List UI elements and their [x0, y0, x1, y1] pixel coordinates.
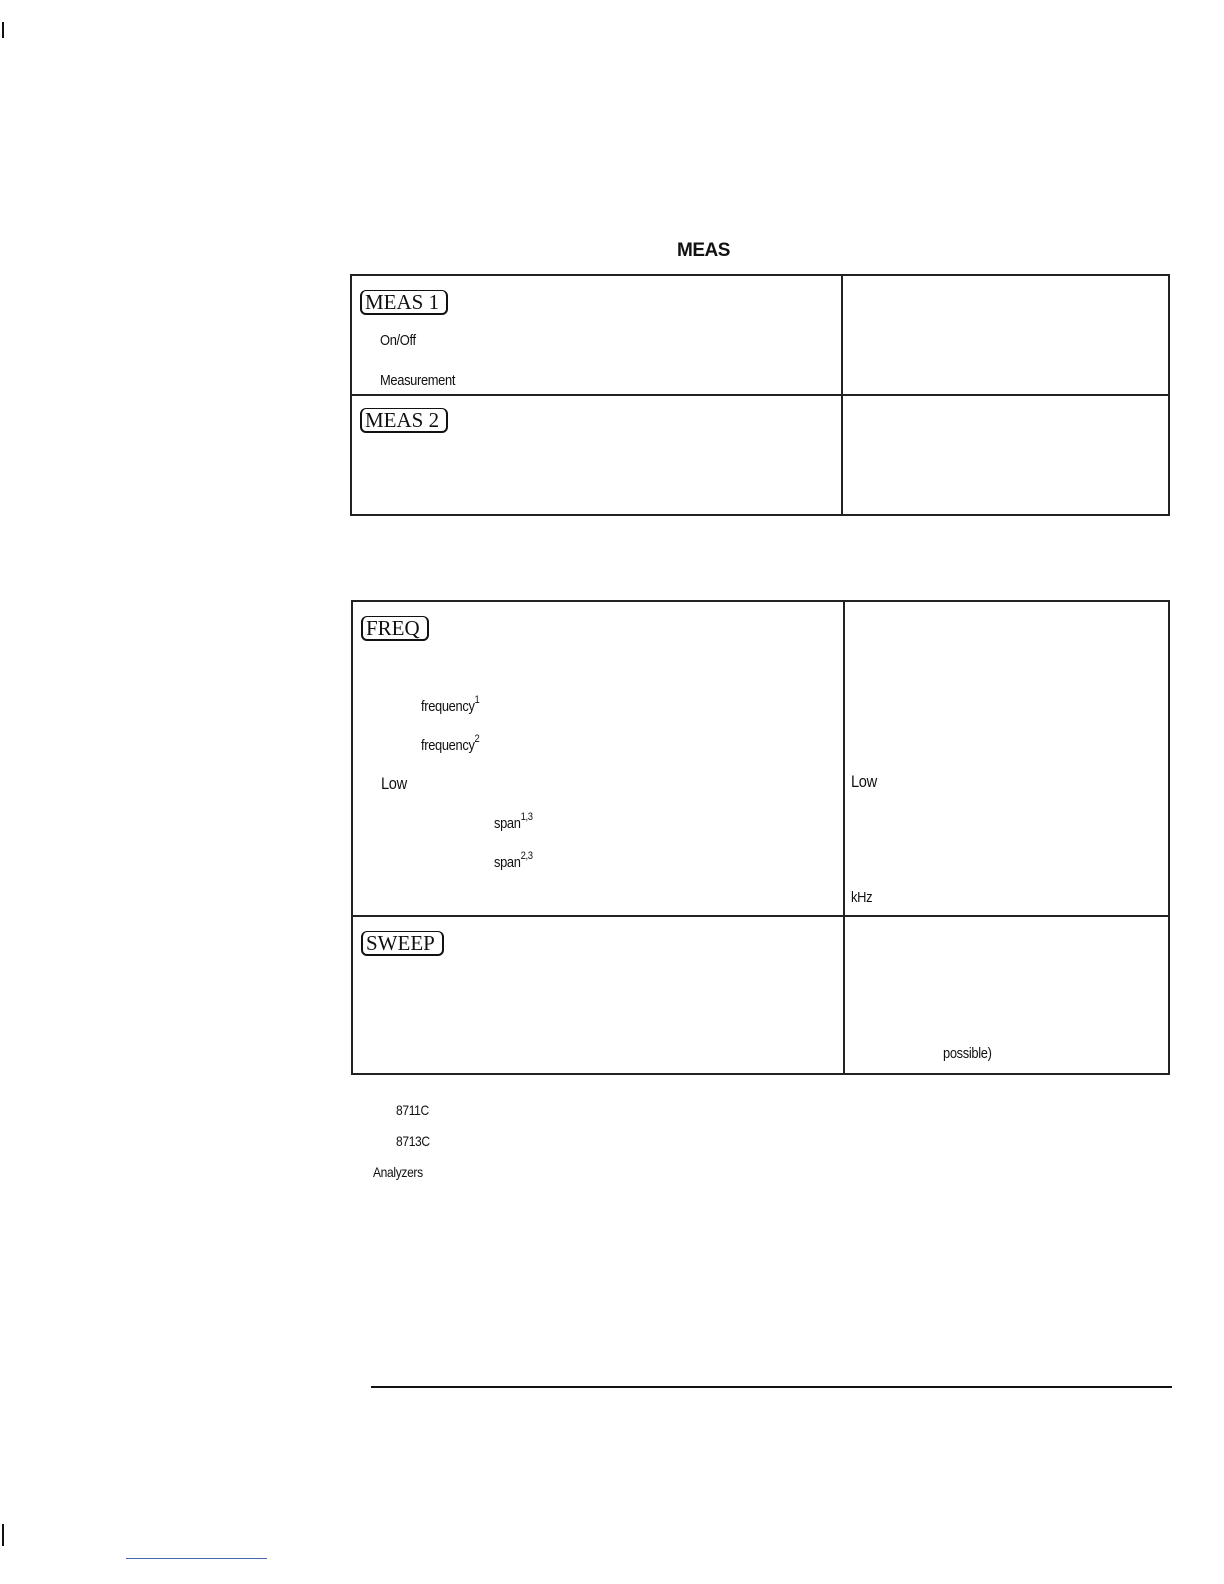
meas1-line-measurement: Measurement — [380, 372, 456, 389]
freq-sweep-table — [351, 600, 1170, 1075]
footnote-2: 8713C — [396, 1133, 430, 1149]
footnote-1: 8711C — [396, 1102, 429, 1118]
sweep-left-cell — [352, 916, 844, 1074]
table-row — [352, 916, 1169, 1074]
freq-left-cell — [352, 601, 844, 916]
freq-right-frag-1: Low — [851, 772, 877, 791]
sweep-key[interactable]: SWEEP — [361, 931, 444, 956]
freq-right-frag-2: kHz — [851, 889, 873, 906]
section-heading: MEAS — [677, 240, 730, 261]
bottom-link-rule — [126, 1558, 267, 1559]
footer-rule — [371, 1386, 1172, 1388]
table-row — [351, 275, 1169, 395]
change-bar-bottom — [2, 1524, 4, 1546]
footnote-3: Analyzers — [373, 1164, 423, 1180]
meas-table — [350, 274, 1170, 516]
freq-frag-4: span$^{1,3}$ — [494, 811, 533, 832]
meas1-left-cell — [351, 275, 842, 395]
meas2-right-cell — [842, 395, 1169, 515]
meas1-right-cell — [842, 275, 1169, 395]
meas2-key[interactable]: MEAS 2 — [360, 408, 448, 433]
freq-frag-5: span$^{2,3}$ — [494, 850, 533, 871]
sweep-right-cell — [844, 916, 1169, 1074]
change-bar-top — [2, 22, 4, 38]
meas2-left-cell — [351, 395, 842, 515]
freq-frag-2: frequency$^2$ — [421, 733, 480, 754]
freq-right-cell — [844, 601, 1169, 916]
table-row — [352, 601, 1169, 916]
table-row — [351, 395, 1169, 515]
freq-frag-1: frequency$^1$ — [421, 694, 480, 715]
freq-frag-3: Low — [381, 774, 407, 793]
meas1-line-onoff: On/Off — [380, 332, 416, 349]
freq-key[interactable]: FREQ — [361, 616, 429, 641]
sweep-right-frag-1: possible) — [943, 1045, 992, 1062]
meas1-key[interactable]: MEAS 1 — [360, 290, 448, 315]
